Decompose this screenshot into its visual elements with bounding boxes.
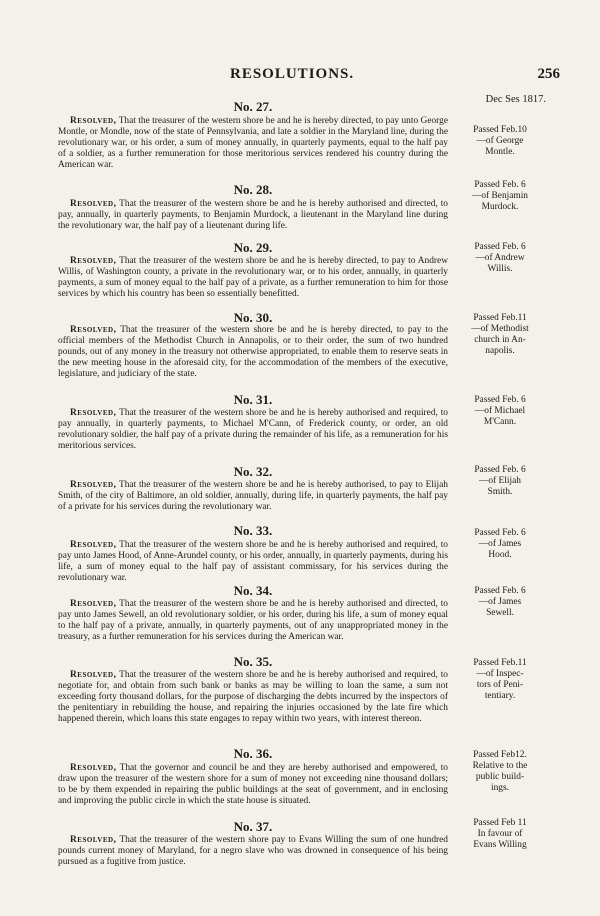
margin-note-line: Evans Willing bbox=[473, 840, 527, 851]
resolution-text bbox=[58, 325, 448, 380]
resolution-body: That the treasurer of the western shore be and he is hereby authorised and required, to pay unto James Hood, of Anne-Arundel county, or his order, annually, in quarterly payments, during his life, a sum of money equal to the half pay of assistant commissary, for his services during the revolutionary war. bbox=[58, 540, 448, 584]
margin-note-line: Passed Feb.11 bbox=[473, 313, 527, 323]
margin-note bbox=[452, 658, 548, 702]
margin-note bbox=[452, 818, 548, 851]
margin-note-line: —of Andrew bbox=[475, 253, 525, 264]
margin-note-line: Murdock. bbox=[481, 202, 519, 213]
resolution-number: No. 27. bbox=[233, 99, 273, 114]
resolution-lead: Resolved, bbox=[70, 599, 117, 609]
margin-note-line: Passed Feb.11 bbox=[473, 658, 527, 668]
margin-note-line: ings. bbox=[491, 783, 509, 794]
resolution-body: That the governor and council be and they are hereby authorised and empowered, to draw upon the treasurer of the western shore for a sum of money not exceeding nine thousand dollars; to be by them expended in repairing the public buildings at the seat of government, and in enclosing and improving the public circle in which the state house is situated. bbox=[58, 763, 448, 807]
margin-note-line: Passed Feb. 6 bbox=[474, 586, 526, 596]
resolution-lead: Resolved, bbox=[70, 199, 117, 209]
resolution-body: That the treasurer of the western shore be and he is hereby authorised, to pay to Elijah Smith, of the city of Baltimore, an old soldier, annually, during life, in quarterly payments, the half pay of a private for his services during the revolutionary war. bbox=[58, 480, 448, 513]
margin-note-line: Passed Feb12. bbox=[473, 750, 527, 760]
resolution-body: That the treasurer of the western shore be and he is hereby directed, to pay unto George Montle, or Mondle, now of the state of Pennsylvania, and late a soldier in the Maryland line, during the revolutionary war, or his order, a sum of money annually, in quarterly payments, equal to the half pay of a soldier, as a further remuneration for those meritorious services rendered his country during the American war. bbox=[58, 116, 448, 171]
margin-note bbox=[452, 180, 548, 213]
resolution-body: That the treasurer of the western shore pay to Evans Willing the sum of one hundred pounds current money of Maryland, for a negro slave who was drowned in consequence of his being pursued as a fugitive from justice. bbox=[58, 835, 448, 868]
margin-note-line: Relative to the bbox=[472, 761, 528, 772]
margin-note-line: —of James bbox=[478, 597, 522, 608]
resolution-lead: Resolved, bbox=[70, 256, 117, 266]
resolution-text bbox=[58, 408, 448, 452]
resolution-text bbox=[58, 763, 448, 807]
margin-note-line: napolis. bbox=[485, 346, 515, 357]
resolution-body: That the treasurer of the western shore be and he is hereby directed, to pay to the official members of the Methodist Church in Annapolis, or to their order, the sum of two hundred pounds, out of any money in the treasury not otherwise appropriated, to enable them to reserve seats in the new meeting house in the aforesaid city, for the accommodation of the members of the executive, legislature, and judiciary of the state. bbox=[58, 325, 448, 380]
resolution-text bbox=[58, 835, 448, 868]
margin-note-line: —of Michael bbox=[474, 406, 526, 417]
margin-note-line: church in An- bbox=[474, 335, 526, 346]
margin-note-line: public build- bbox=[475, 772, 525, 783]
margin-note-line: Smith. bbox=[487, 487, 513, 498]
resolution-number: No. 33. bbox=[233, 523, 273, 538]
margin-note-line: Passed Feb. 6 bbox=[474, 242, 526, 252]
margin-note-line: Hood. bbox=[488, 550, 512, 561]
resolution-number: No. 35. bbox=[233, 654, 273, 669]
margin-note bbox=[452, 242, 548, 275]
margin-note-line: Passed Feb. 6 bbox=[474, 528, 526, 538]
margin-note-line: M'Cann. bbox=[483, 417, 517, 428]
resolution-body: That the treasurer of the western shore be and he is hereby authorised and required, to negotiate for, and obtain from such bank or banks as may be willing to loan the same, a sum not exceeding forty thousand dollars, for the purpose of discharging the debts incurred by the inspectors of the penitentiary in rebuilding the house, and repairing the injuries occasioned by the late fire which happened therein, which loans this state engages to repay within two years, with interest thereon. bbox=[58, 670, 448, 725]
margin-note-line: In favour of bbox=[477, 829, 523, 840]
page-number: 256 bbox=[537, 66, 560, 82]
margin-note-line: —of Elijah bbox=[479, 476, 521, 487]
page-title: RESOLUTIONS. bbox=[230, 66, 355, 82]
resolution-body: That the treasurer of the western shore be and he is hereby directed, to pay to Andrew Willis, of Washington county, a private in the revolutionary war, or to his order, annually, in quarterly payments, a sum of money equal to the half pay of a private, as a further remuneration to him for those services by which his country has been so essentially benefitted. bbox=[58, 256, 448, 300]
page-header bbox=[60, 66, 560, 88]
margin-note-line: —of Inspec- bbox=[476, 669, 524, 680]
margin-note bbox=[452, 586, 548, 619]
resolution-number: No. 37. bbox=[233, 819, 273, 834]
margin-note bbox=[452, 750, 548, 794]
resolution-number: No. 28. bbox=[233, 182, 273, 197]
margin-note bbox=[452, 313, 548, 357]
margin-note-line: Passed Feb. 6 bbox=[474, 395, 526, 405]
margin-note-line: —of Benjamin bbox=[472, 191, 528, 202]
resolution-lead: Resolved, bbox=[70, 325, 117, 335]
resolution-lead: Resolved, bbox=[70, 835, 117, 845]
resolution-text bbox=[58, 116, 448, 171]
resolution-text bbox=[58, 199, 448, 232]
resolution-text bbox=[58, 670, 448, 725]
resolution-text bbox=[58, 540, 448, 584]
resolution-number: No. 30. bbox=[233, 310, 273, 325]
margin-note-line: Sewell. bbox=[486, 608, 514, 619]
margin-note-line: Willis. bbox=[487, 264, 513, 275]
margin-note bbox=[452, 395, 548, 428]
resolution-lead: Resolved, bbox=[70, 763, 117, 773]
margin-note-line: —of James bbox=[478, 539, 522, 550]
resolution-number: No. 36. bbox=[233, 746, 273, 761]
margin-note-line: Montle. bbox=[485, 147, 515, 158]
resolution-lead: Resolved, bbox=[70, 408, 117, 418]
margin-note-line: —of Methodist bbox=[471, 324, 529, 335]
resolution-body: That the treasurer of the western shore be and he is hereby authorised and directed, to pay unto James Sewell, an old revolutionary soldier, or his order, during his life, a sum of money equal to the half pay of a private, annually, in quarterly payments, out of any unappropriated money in the treasury, as a further remuneration for his services during the American war. bbox=[58, 599, 448, 643]
resolution-lead: Resolved, bbox=[70, 116, 117, 126]
resolution-lead: Resolved, bbox=[70, 540, 117, 550]
resolution-body: That the treasurer of the western shore be and he is hereby authorised and required, to pay annually, in quarterly payments, to Michael M'Cann, of Frederick county, or order, an old revolutionary soldier, the half pay of a private during the remainder of his life, as a remuneration for his meritorious services. bbox=[58, 408, 448, 452]
resolution-lead: Resolved, bbox=[70, 670, 117, 680]
margin-note-line: —of George bbox=[476, 136, 524, 147]
margin-note-line: Passed Feb 11 bbox=[473, 818, 527, 828]
margin-note-line: Passed Feb.10 bbox=[473, 125, 527, 135]
margin-note bbox=[452, 465, 548, 498]
resolution-number: No. 34. bbox=[233, 583, 273, 598]
margin-note-line: tors of Peni- bbox=[476, 680, 524, 691]
resolution-lead: Resolved, bbox=[70, 480, 117, 490]
margin-note-line: tentiary. bbox=[484, 691, 516, 702]
resolution-text bbox=[58, 256, 448, 300]
margin-note-line: Passed Feb. 6 bbox=[474, 180, 526, 190]
resolution-number: No. 32. bbox=[233, 464, 273, 479]
resolution-text bbox=[58, 480, 448, 513]
resolution-number: No. 29. bbox=[233, 240, 273, 255]
margin-note bbox=[452, 125, 548, 158]
resolution-body: That the treasurer of the western shore be and he is hereby authorised and directed, to pay, annually, in quarterly payments, to Benjamin Murdock, a lieutenant in the Maryland line during the revolutionary war, the half pay of a lieutenant during life. bbox=[58, 199, 448, 232]
resolution-number: No. 31. bbox=[233, 392, 273, 407]
resolution-text bbox=[58, 599, 448, 643]
session-note: Dec Ses 1817. bbox=[485, 94, 546, 105]
margin-note bbox=[452, 528, 548, 561]
margin-note-line: Passed Feb. 6 bbox=[474, 465, 526, 475]
